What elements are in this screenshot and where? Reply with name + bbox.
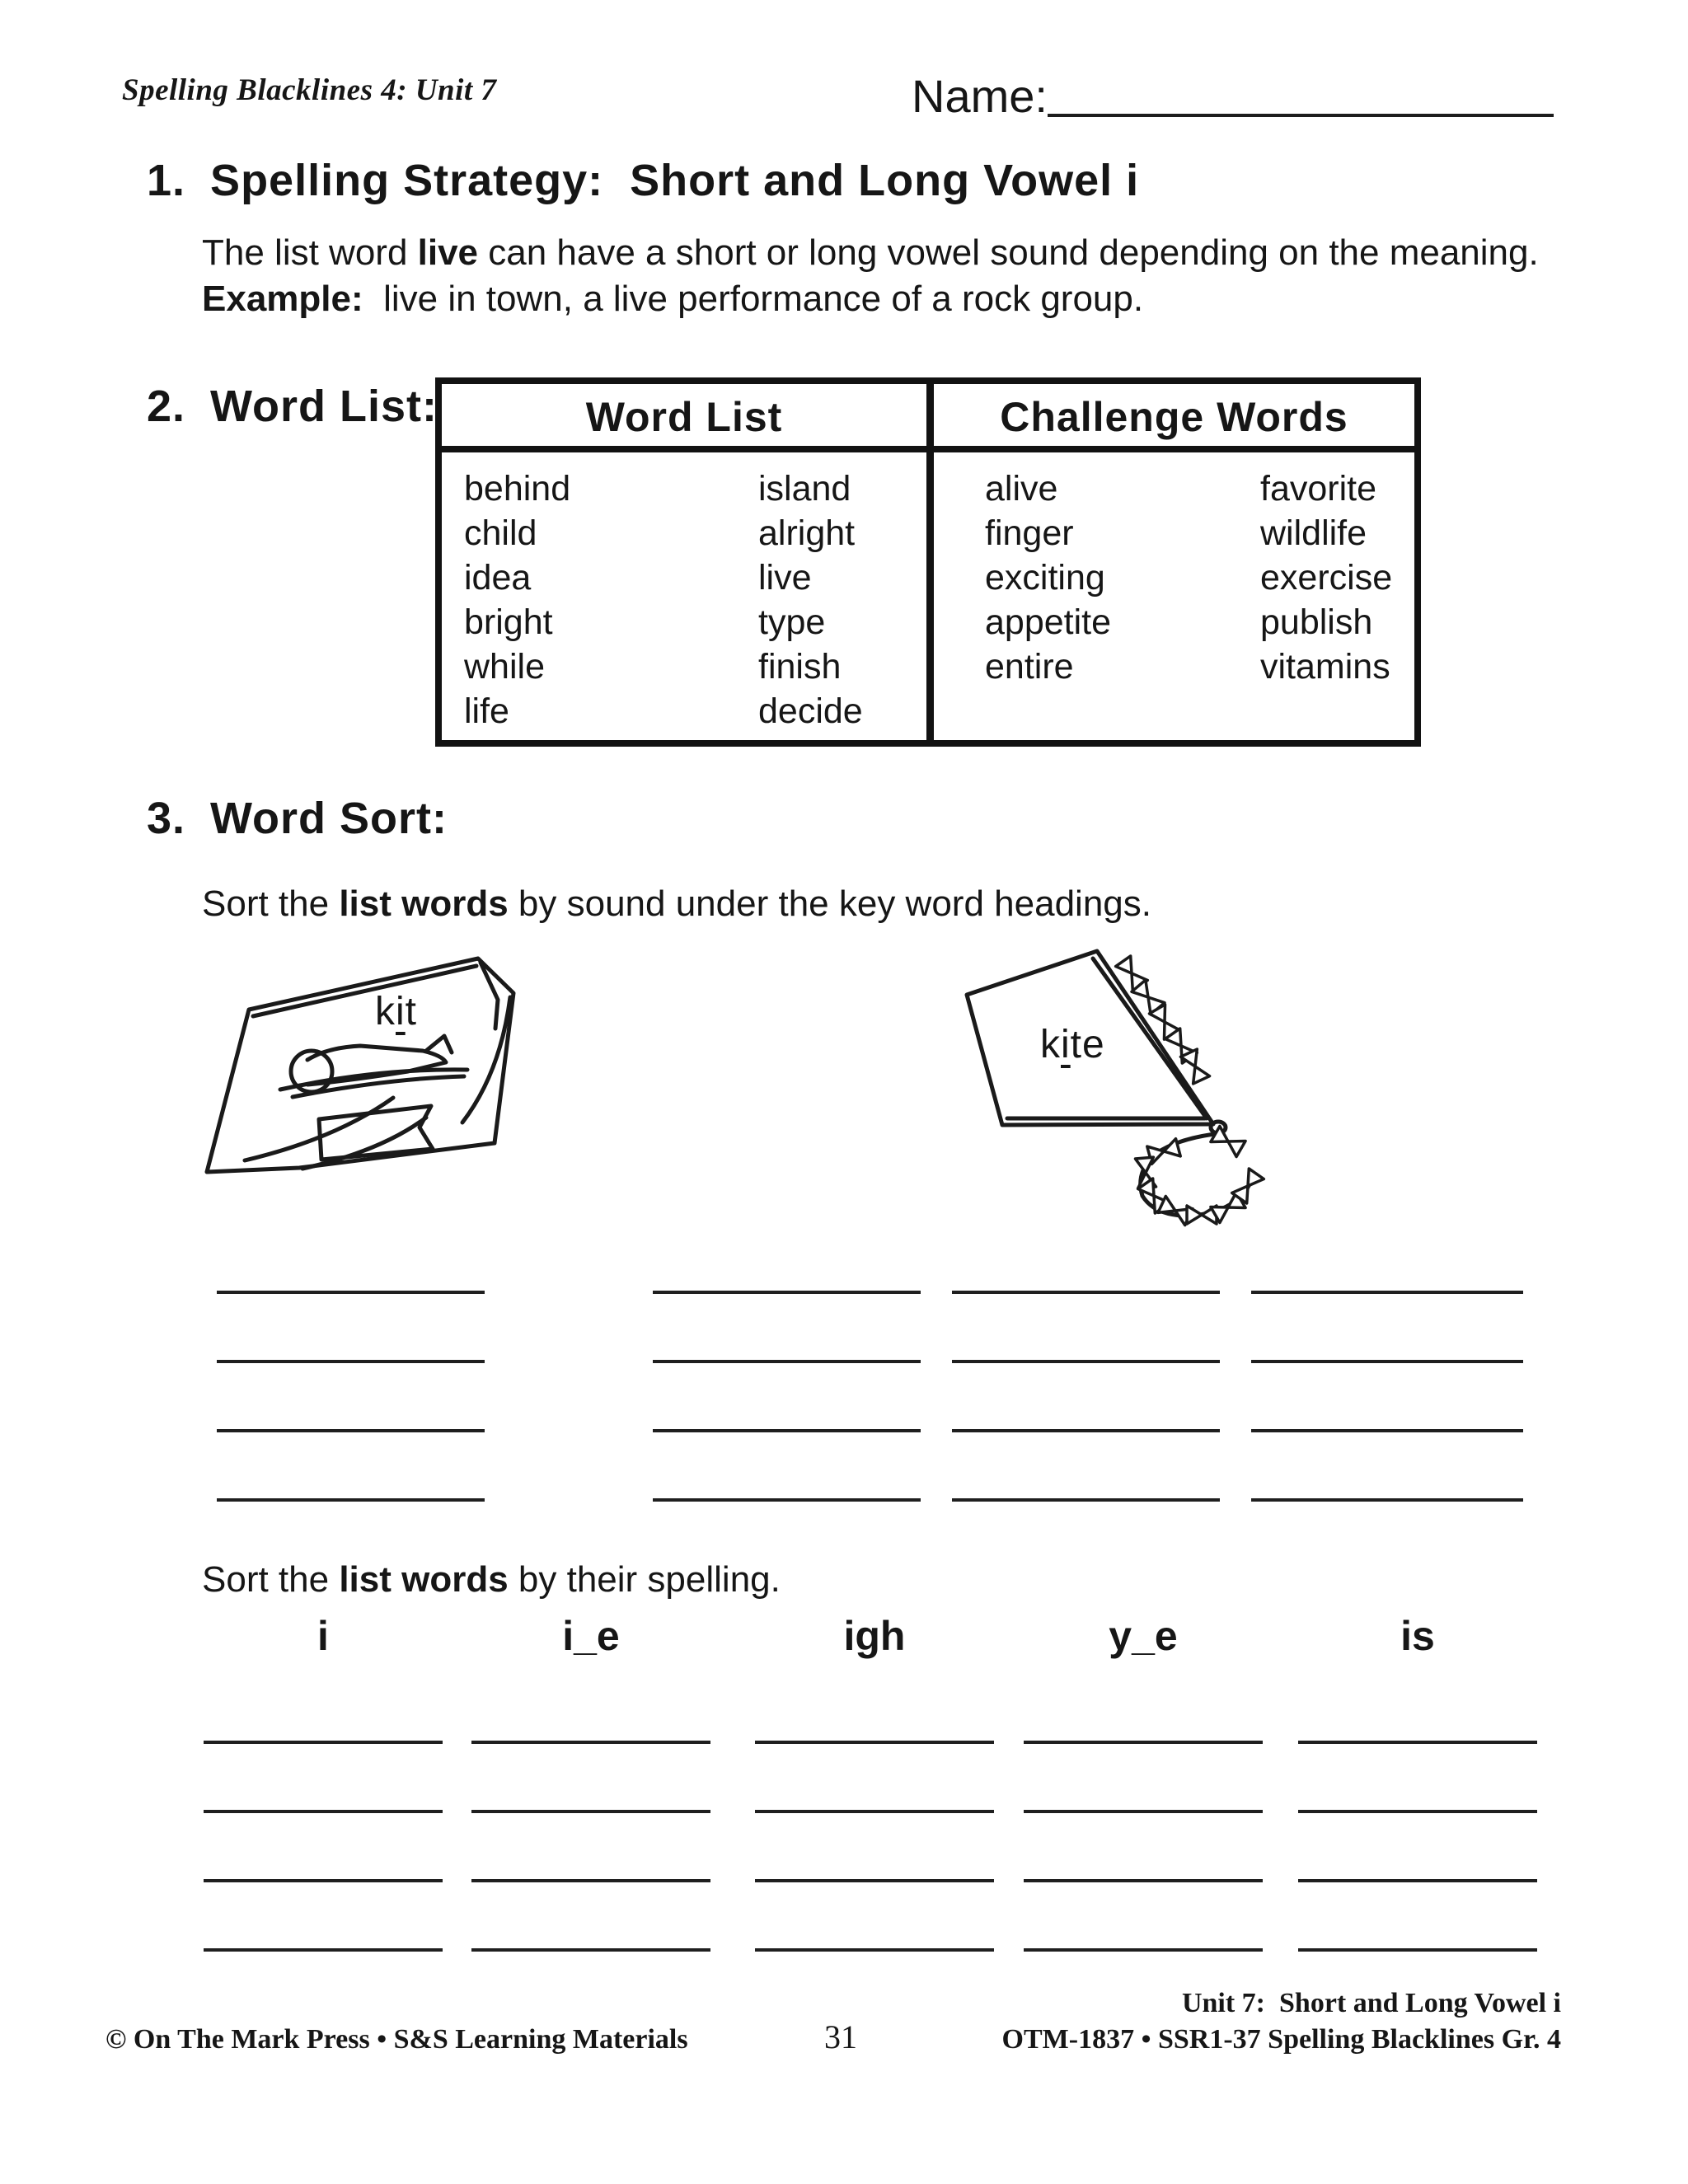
strategy-example [202,275,1143,322]
kit-caption [375,989,417,1034]
example-text: live in town, a live performance of a rock group. [363,279,1144,319]
word-list-column-header: Word List [442,384,926,452]
strategy-keyword: live [417,232,479,273]
kit-caption-part: t [405,990,418,1033]
strategy-text-rest: can have a short or long vowel sound depending on the meaning. [478,232,1539,273]
sound-sort-column-3 [952,1225,1220,1502]
sound-sort-line[interactable] [217,1363,485,1432]
spelling-sort-line[interactable] [1024,1675,1263,1744]
spelling-sort-instruction [202,1556,781,1603]
sound-sort-line[interactable] [952,1294,1220,1363]
kite-illustration [948,927,1302,1257]
sound-sort-column-4 [1251,1225,1523,1502]
table-column-divider [926,384,934,740]
word-list-word: alright [758,513,856,553]
sound-sort-column-2 [653,1225,921,1502]
word-list-word: finish [758,647,842,687]
spelling-sort-line[interactable] [204,1813,443,1882]
kit-caption-underlined-i: i [396,990,406,1033]
challenge-word: exercise [1260,558,1393,598]
example-label: Example: [202,279,363,319]
sound-sort-line[interactable] [1251,1225,1523,1294]
sound-sort-line[interactable] [217,1294,485,1363]
doc-reference: Spelling Blacklines 4: Unit 7 [122,73,497,107]
spelling-column-i-e [471,1675,710,1952]
sound-sort-line[interactable] [653,1294,921,1363]
section1-heading [147,155,1139,206]
challenge-word: wildlife [1260,513,1367,553]
name-label: Name: [912,70,1048,122]
spelling-header-i: i [317,1613,329,1659]
sound-sort-line[interactable] [217,1225,485,1294]
instruction-keyword: list words [339,1559,509,1600]
word-list-word: life [464,691,509,731]
kit-caption-part: k [375,990,396,1033]
spelling-column-igh [755,1675,994,1952]
spelling-sort-line[interactable] [1024,1744,1263,1813]
section2-heading [147,381,438,432]
strategy-text: The list word [202,232,418,273]
spelling-sort-line[interactable] [204,1744,443,1813]
sound-sort-line[interactable] [653,1363,921,1432]
word-list-word: type [758,602,826,642]
spelling-sort-line[interactable] [1298,1882,1537,1952]
word-list-word: behind [464,469,571,509]
spelling-column-y-e [1024,1675,1263,1952]
word-list-word: child [464,513,537,553]
sound-sort-line[interactable] [952,1225,1220,1294]
kite-caption-part: k [1040,1023,1061,1066]
spelling-sort-line[interactable] [204,1882,443,1952]
instruction-text-rest: by sound under the key word headings. [508,883,1151,924]
footer-product-code: OTM-1837 • SSR1-37 Spelling Blacklines Gr. 4 [1001,2024,1561,2055]
spelling-sort-line[interactable] [1298,1675,1537,1744]
word-list-table [435,377,1421,747]
footer-unit-title: Unit 7: Short and Long Vowel i [1181,1988,1561,2018]
challenge-word: finger [985,513,1074,553]
word-list-word: island [758,469,851,509]
footer-copyright: © On The Mark Press • S&S Learning Materials [106,2024,688,2055]
challenge-word: exciting [985,558,1105,598]
section3-title: Word Sort: [210,794,448,843]
kit-illustration [202,948,523,1183]
instruction-text-rest: by their spelling. [508,1559,781,1600]
challenge-word: alive [985,469,1058,509]
word-list-word: idea [464,558,532,598]
word-list-subcolumn-2 [758,466,863,733]
sound-sort-line[interactable] [952,1432,1220,1502]
sound-sort-line[interactable] [952,1363,1220,1432]
spelling-sort-line[interactable] [471,1675,710,1744]
sound-sort-line[interactable] [653,1432,921,1502]
section1-title: Spelling Strategy: Short and Long Vowel i [210,156,1140,205]
spelling-sort-line[interactable] [471,1813,710,1882]
spelling-sort-line[interactable] [204,1675,443,1744]
sound-sort-line[interactable] [1251,1294,1523,1363]
sound-sort-line[interactable] [1251,1363,1523,1432]
spelling-sort-line[interactable] [471,1882,710,1952]
challenge-word: appetite [985,602,1112,642]
instruction-text: Sort the [202,883,340,924]
name-input-line[interactable] [1048,49,1554,117]
challenge-words-column-header: Challenge Words [934,384,1414,452]
section2-number: 2. [147,382,186,431]
word-list-word: bright [464,602,553,642]
section3-heading [147,793,448,844]
spelling-sort-line[interactable] [471,1744,710,1813]
section1-number: 1. [147,156,186,205]
spelling-header-y-e: y_e [1109,1613,1178,1659]
spelling-sort-line[interactable] [1024,1813,1263,1882]
word-list-subcolumn-1 [464,466,570,733]
sound-sort-line[interactable] [217,1432,485,1502]
kite-caption [1040,1022,1105,1067]
spelling-sort-line[interactable] [755,1744,994,1813]
challenge-word: vitamins [1260,647,1390,687]
word-list-word: while [464,647,545,687]
page-number: 31 [824,2018,857,2055]
spelling-sort-line[interactable] [1298,1744,1537,1813]
spelling-header-igh: igh [843,1613,906,1659]
spelling-header-i-e: i_e [562,1613,620,1659]
spelling-sort-line[interactable] [755,1882,994,1952]
kite-caption-part: te [1070,1023,1105,1066]
sound-sort-column-1 [217,1225,485,1502]
challenge-word: favorite [1260,469,1377,509]
kite-caption-underlined-i: i [1061,1023,1071,1066]
spelling-sort-line[interactable] [755,1675,994,1744]
challenge-word: entire [985,647,1074,687]
section3-number: 3. [147,794,186,843]
spelling-column-is [1298,1675,1537,1952]
spelling-column-i [204,1675,443,1952]
word-list-word: live [758,558,812,598]
sound-sort-line[interactable] [1251,1432,1523,1502]
spelling-header-is: is [1400,1613,1435,1659]
instruction-keyword: list words [339,883,509,924]
challenge-subcolumn-2 [1260,466,1392,689]
strategy-sentence [202,229,1539,276]
sound-sort-line[interactable] [653,1225,921,1294]
spelling-sort-line[interactable] [1024,1882,1263,1952]
section2-title: Word List: [210,382,438,431]
spelling-sort-line[interactable] [755,1813,994,1882]
sound-sort-instruction [202,880,1151,927]
spelling-sort-line[interactable] [1298,1813,1537,1882]
instruction-text: Sort the [202,1559,340,1600]
challenge-subcolumn-1 [985,466,1111,689]
challenge-word: publish [1260,602,1373,642]
word-list-word: decide [758,691,863,731]
